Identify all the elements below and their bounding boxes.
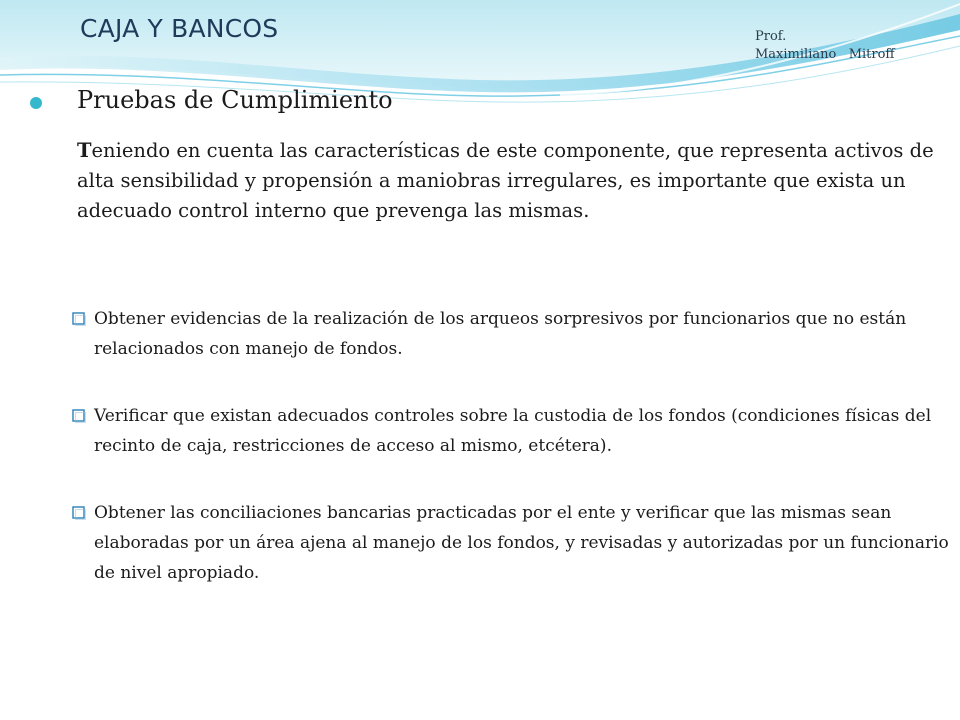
author-name: Maximiliano Mitroff [755,47,895,62]
slide-title: CAJA Y BANCOS [80,14,279,43]
checklist-item-text: Obtener las conciliaciones bancarias practicadas por el ente y verificar que las mismas sean elaboradas por un área ajena al manejo de los fondos, y revisadas y autorizadas por un funcionario de nivel apropiado. [94,503,949,583]
checkbox-icon [72,312,86,326]
intro-first-letter: T [77,139,92,162]
section-heading: Pruebas de Cumplimiento [77,86,393,114]
intro-text: eniendo en cuenta las características de este componente, que representa activos de alta sensibilidad y propensión a maniobras irregulares, es importante que exista un adecuado control interno que prevenga las mismas. [77,139,934,222]
author-prefix: Prof. [755,29,787,44]
checkbox-icon [72,409,86,423]
bullet-dot-icon [30,97,42,109]
intro-paragraph [77,136,937,226]
checklist-item-text: Verificar que existan adecuados controles sobre la custodia de los fondos (condiciones físicas del recinto de caja, restricciones de acceso al mismo, etcétera). [94,406,932,456]
checklist-item-text: Obtener evidencias de la realización de los arqueos sorpresivos por funcionarios que no están relacionados con manejo de fondos. [94,309,907,359]
checkbox-icon [72,506,86,520]
author-credit [755,28,895,64]
